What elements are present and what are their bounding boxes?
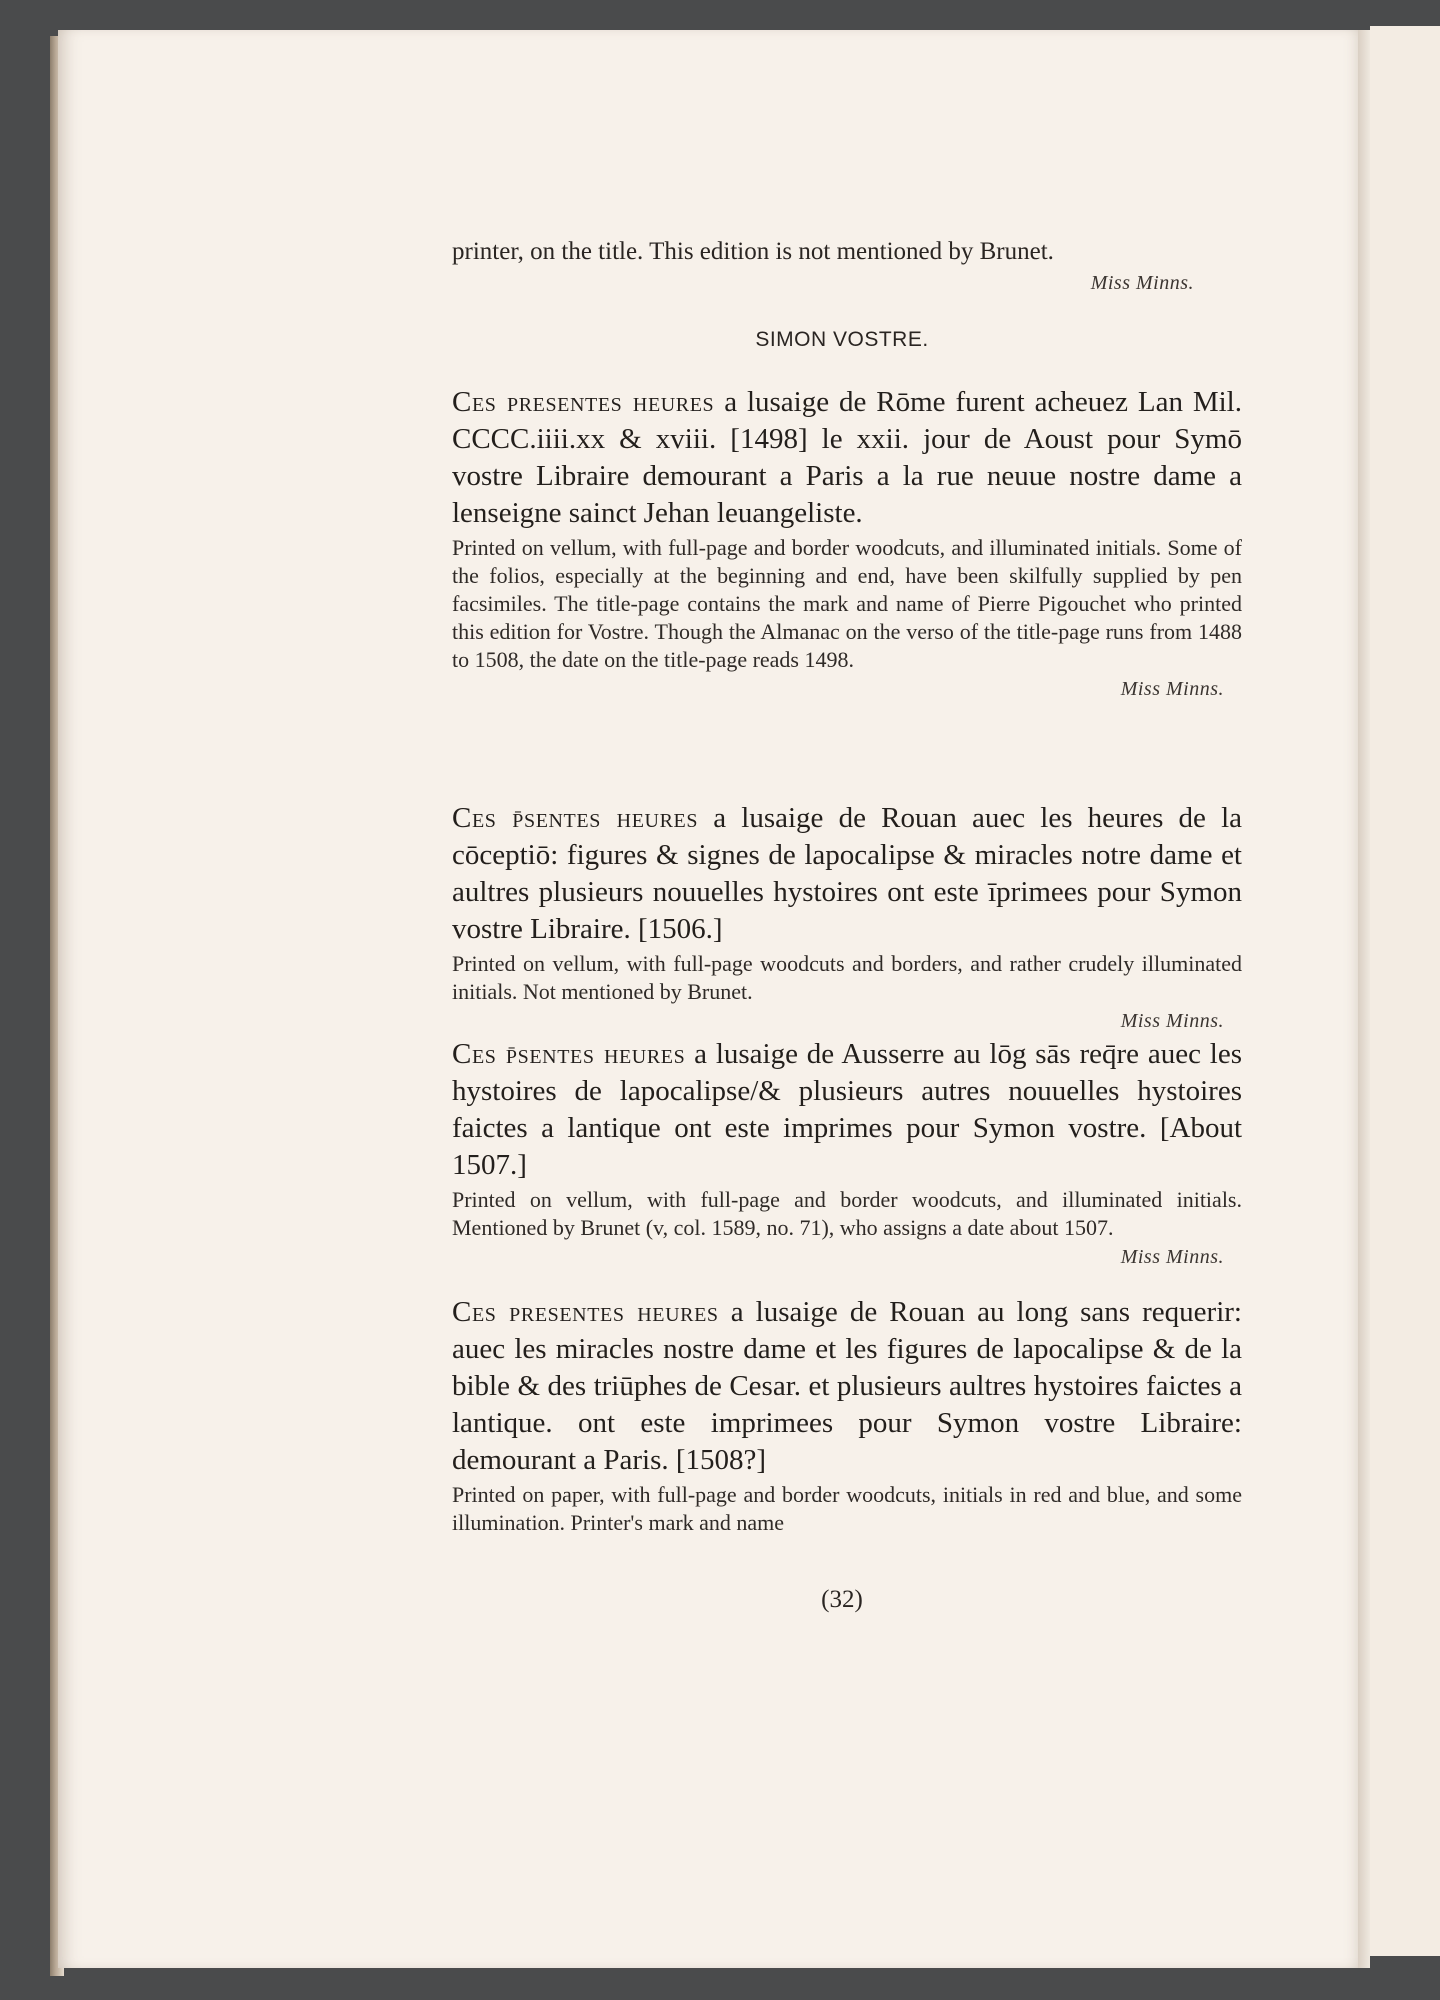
catalog-entry — [452, 800, 1242, 1033]
catalog-entry — [452, 1036, 1242, 1269]
entry-note: Printed on vellum, with full-page and border woodcuts, and illuminated initials. Some of the folios, especially at the beginning and end, have been skilfully supplied by pen facsimiles. The title-page contains the mark and name of Pierre Pigouchet who printed this edition for Vostre. Though the Almanac on the verso of the title-page runs from 1488 to 1508, the date on the title-page reads 1498. — [452, 535, 1242, 672]
entry-attribution: Miss Minns. — [1120, 678, 1224, 700]
entry-title-rest: a lusaige de Rouan au long sans requerir: auec les miracles nostre dame et les figures de lapocalipse & de la bible & des triūphes de Cesar. et plusieurs aultres hystoires faictes a lantique. ont este imprimees pour Symon vostre Libraire: demourant a Paris. [1508?] — [452, 1296, 1242, 1476]
entry-title-rest: a lusaige de Rōme furent acheuez Lan Mil. CCCC.iiii.xx & xviii. [1498] le xxii. jour de Aoust pour Symō vostre Libraire demourant a Paris a la rue neuue nostre dame a lenseigne sainct Jehan leuangeliste. — [452, 386, 1242, 529]
entry-title — [452, 1036, 1242, 1184]
entry-title — [452, 800, 1242, 948]
entry-title-lead: Ces presentes heures — [452, 386, 715, 418]
attribution: Miss Minns. — [1090, 272, 1194, 294]
entry-title-rest: a lusaige de Rouan auec les heures de la cōceptiō: figures & signes de lapocalipse & miracles notre dame et aultres plusieurs nouuelles hystoires ont este īprimees pour Symon vostre Libraire. [1506.] — [452, 802, 1243, 945]
continued-line: printer, on the title. This edition is not mentioned by Brunet. — [452, 238, 1054, 265]
entry-attribution: Miss Minns. — [1120, 1010, 1224, 1032]
entry-title-rest: a lusaige de Ausserre au lōg sās req̄re auec les hystoires de lapocalipse/& plusieurs autres nouuelles hystoires faictes a lantique ont este imprimes pour Symon vostre. [About 1507.] — [452, 1038, 1242, 1181]
page-number: (32) — [821, 1586, 863, 1613]
entry-title — [452, 1294, 1242, 1479]
entry-title-lead: Ces presentes heures — [452, 1296, 719, 1328]
facing-page-edge — [1370, 26, 1440, 1956]
book-gutter — [1358, 30, 1370, 1968]
entry-title-lead: Ces p̄sentes heures — [452, 802, 699, 834]
entry-title-lead: Ces p̄sentes heures — [452, 1038, 686, 1070]
entry-note: Printed on vellum, with full-page and border woodcuts, and illuminated initials. Mentioned by Brunet (v, col. 1589, no. 71), who assigns a date about 1507. — [452, 1187, 1242, 1240]
entry-note: Printed on vellum, with full-page woodcuts and borders, and rather crudely illuminated initials. Not mentioned by Brunet. — [452, 951, 1242, 1004]
entry-note: Printed on paper, with full-page and border woodcuts, initials in red and blue, and some illumination. Printer's mark and name — [452, 1482, 1242, 1535]
section-heading: SIMON VOSTRE. — [755, 328, 929, 351]
catalog-entry — [452, 384, 1242, 701]
entry-title — [452, 384, 1242, 532]
entry-attribution: Miss Minns. — [1120, 1246, 1224, 1268]
catalog-entry — [452, 1294, 1242, 1537]
